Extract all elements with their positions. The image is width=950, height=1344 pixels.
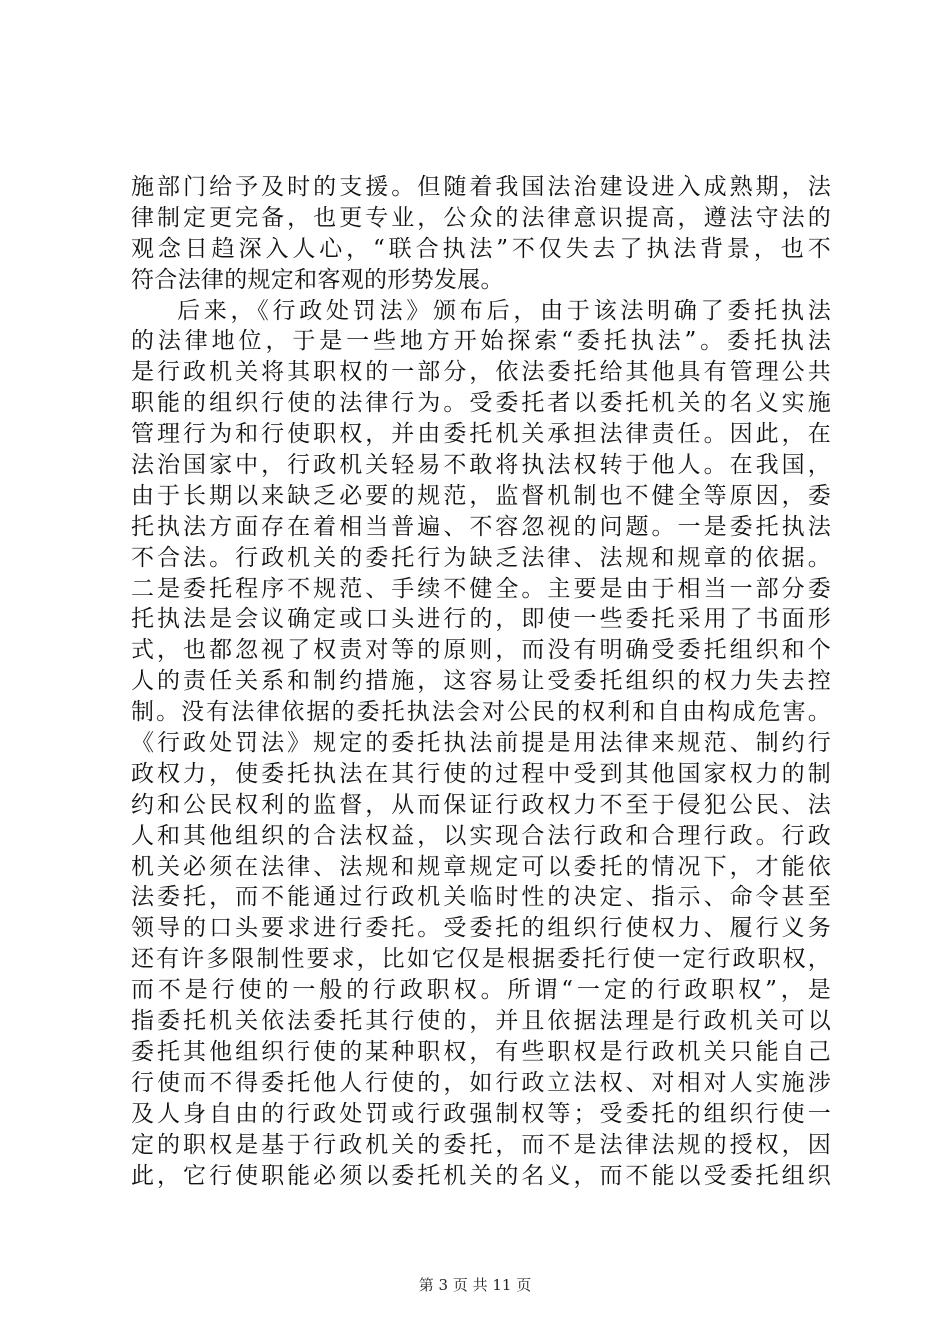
text-line: 人的责任关系和制约措施，这容易让受委托组织的权力失去控	[131, 668, 831, 695]
text-line: 法委托，而不能通过行政机关临时性的决定、指示、命令甚至	[131, 884, 831, 911]
text-line: 不合法。行政机关的委托行为缺乏法律、法规和规章的依据。	[131, 544, 831, 571]
text-line: 及人身自由的行政处罚或行政强制权等；受委托的组织行使一	[131, 1100, 831, 1127]
text-line: 的法律地位，于是一些地方开始探索“委托执法”。委托执法	[131, 328, 831, 355]
text-line: 《行政处罚法》规定的委托执法前提是用法律来规范、制约行	[131, 730, 831, 757]
text-line: 还有许多限制性要求，比如它仅是根据委托行使一定行政职权，	[131, 946, 831, 973]
text-line: 由于长期以来缺乏必要的规范，监督机制也不健全等原因，委	[131, 482, 831, 509]
text-line: 指委托机关依法委托其行使的，并且依据法理是行政机关可以	[131, 1008, 831, 1035]
text-line: 定的职权是基于行政机关的委托，而不是法律法规的授权，因	[131, 1131, 831, 1158]
text-line: 托执法方面存在着相当普遍、不容忽视的问题。一是委托执法	[131, 513, 831, 540]
text-line: 行使而不得委托他人行使的，如行政立法权、对相对人实施涉	[131, 1069, 831, 1096]
text-line: 施部门给予及时的支援。但随着我国法治建设进入成熟期，法	[131, 174, 831, 200]
text-line: 法治国家中，行政机关轻易不敢将执法权转于他人。在我国，	[131, 452, 831, 479]
text-line: 符合法律的规定和客观的形势发展。	[131, 266, 504, 293]
text-line: 托执法是会议确定或口头进行的，即使一些委托采用了书面形	[131, 606, 831, 633]
text-line: 此，它行使职能必须以委托机关的名义，而不能以受委托组织	[131, 1162, 831, 1189]
text-line: 委托其他组织行使的某种职权，有些职权是行政机关只能自己	[131, 1038, 831, 1065]
text-line: 二是委托程序不规范、手续不健全。主要是由于相当一部分委	[131, 575, 831, 602]
text-line: 约和公民权利的监督，从而保证行政权力不至于侵犯公民、法	[131, 791, 831, 818]
paragraph-first-line: 后来，《行政处罚法》颁布后，由于该法明确了委托执法	[177, 297, 831, 324]
text-line: 职能的组织行使的法律行为。受委托者以委托机关的名义实施	[131, 390, 831, 417]
text-line: 政权力，使委托执法在其行使的过程中受到其他国家权力的制	[131, 760, 831, 787]
text-line: 是行政机关将其职权的一部分，依法委托给其他具有管理公共	[131, 359, 831, 386]
text-line: 机关必须在法律、法规和规章规定可以委托的情况下，才能依	[131, 853, 831, 880]
text-line: 领导的口头要求进行委托。受委托的组织行使权力、履行义务	[131, 915, 831, 942]
text-line: 律制定更完备，也更专业，公众的法律意识提高，遵法守法的	[131, 204, 831, 231]
text-line: 人和其他组织的合法权益，以实现合法行政和合理行政。行政	[131, 822, 831, 849]
text-line: 式，也都忽视了权责对等的原则，而没有明确受委托组织和个	[131, 637, 831, 664]
page-number-footer: 第 3 页 共 11 页	[418, 1276, 532, 1294]
text-line: 管理行为和行使职权，并由委托机关承担法律责任。因此，在	[131, 421, 831, 448]
text-line: 制。没有法律依据的委托执法会对公民的权利和自由构成危害。	[131, 699, 831, 726]
body-text	[131, 172, 831, 1191]
text-line: 观念日趋深入人心，“联合执法”不仅失去了执法背景，也不	[131, 235, 831, 262]
text-line: 而不是行使的一般的行政职权。所谓“一定的行政职权”，是	[131, 977, 831, 1004]
